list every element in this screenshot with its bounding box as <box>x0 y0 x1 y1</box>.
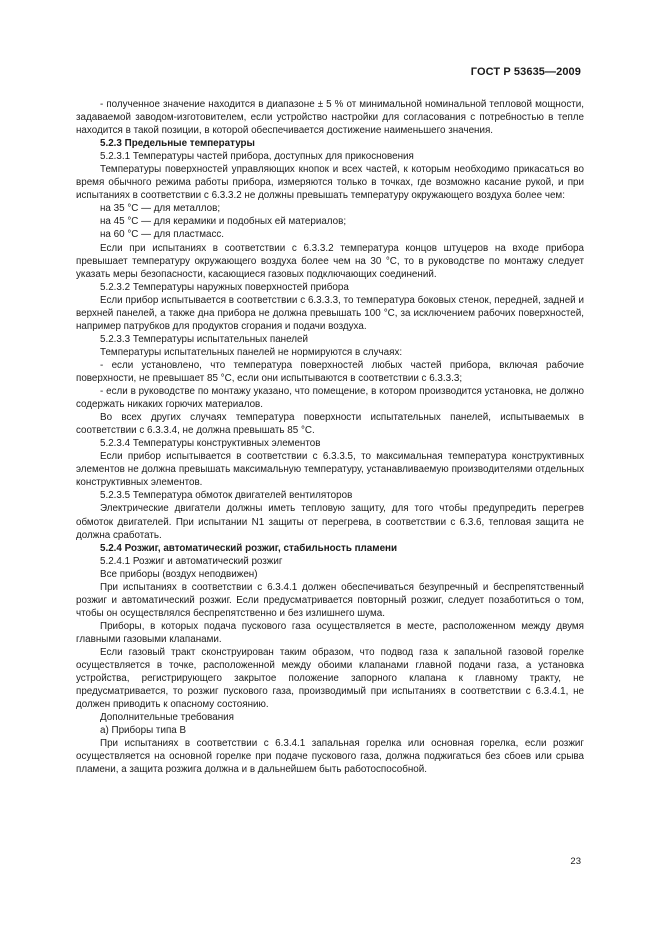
body-paragraph: на 35 °С — для металлов; <box>100 203 221 215</box>
body-paragraph: Если прибор испытывается в соответствии с 6.3.3.5, то максимальная температура конструктивных элементов не должна превышать максимальную температуру, устанавливаемую производителями отдельных конструктивных элементов. <box>76 451 584 489</box>
body-paragraph: - если установлено, что температура поверхностей любых частей прибора, включая рабочие поверхности, не превышает 85 °С, если они испытываются в соответствии с 6.3.3.3; <box>76 359 584 384</box>
body-paragraph: Дополнительные требования <box>100 712 234 724</box>
body-paragraph: Если при испытаниях в соответствии с 6.3.3.2 температура концов штуцеров на входе прибора превышает температуру окружающего воздуха более чем на 30 °С, то в руководстве по монтажу следует указать меры безопасности, касающиеся газовых подключающих соединений. <box>76 242 584 280</box>
body-paragraph: 5.2.3.3 Температуры испытательных панелей <box>100 333 308 345</box>
body-paragraph: - полученное значение находится в диапазоне ± 5 % от минимальной номинальной тепловой мощности, задаваемой заводом-изготовителем, если устройство настройки для согласования с потребностью в тепле находится в такой позиции, в которой обеспечивается достижение наименьшего значения. <box>76 99 584 137</box>
body-paragraph: - если в руководстве по монтажу указано, что помещение, в котором производится установка, не должно содержать никаких горючих материалов. <box>76 386 584 411</box>
body-paragraph: 5.2.3.4 Температуры конструктивных элементов <box>100 438 321 450</box>
body-paragraph: При испытаниях в соответствии с 6.3.4.1 должен обеспечиваться безупречный и беспрепятственный розжиг и автоматический розжиг. Если предусматривается повторный розжиг, следует позаботиться о том, чтобы он осуществлялся беспрепятственно и без излишнего шума. <box>76 581 584 619</box>
body-paragraph: Если газовый тракт сконструирован таким образом, что подвод газа к запальной газовой горелке осуществляется в точке, расположенной между обоими клапанами главной подачи газа, а установка устройства, регистрирующего закрытое положение запорного клапана к главному тракту, не предусматривается, то розжиг пускового газа, производимый при испытаниях в соответствии с 6.3.4.1, не должен приводить к опасному состоянию. <box>76 646 584 711</box>
body-paragraph: Если прибор испытывается в соответствии с 6.3.3.3, то температура боковых стенок, передней, задней и верхней панелей, а также дна прибора не должна превышать 100 °С, за исключением рабочих поверхностей, например патрубков для продуктов сгорания и подачи воздуха. <box>76 294 584 332</box>
body-paragraph: а) Приборы типа В <box>100 725 187 737</box>
body-paragraph: на 45 °С — для керамики и подобных ей материалов; <box>100 216 347 228</box>
page-header-standard-code: ГОСТ Р 53635—2009 <box>470 66 581 78</box>
body-paragraph: 5.2.4.1 Розжиг и автоматический розжиг <box>100 555 283 567</box>
body-paragraph: 5.2.3.2 Температуры наружных поверхностей прибора <box>100 281 349 293</box>
body-paragraph: Все приборы (воздух неподвижен) <box>100 568 258 580</box>
document-body <box>76 98 584 776</box>
section-heading: 5.2.3 Предельные температуры <box>100 138 255 150</box>
page-number: 23 <box>570 856 581 867</box>
body-paragraph: Температуры испытательных панелей не нормируются в случаях: <box>100 346 403 358</box>
body-paragraph: на 60 °С — для пластмасс. <box>100 229 225 241</box>
body-paragraph: Приборы, в которых подача пускового газа осуществляется в месте, расположенном между двумя главными газовыми клапанами. <box>76 620 584 645</box>
body-paragraph: При испытаниях в соответствии с 6.3.4.1 запальная горелка или основная горелка, если розжиг осуществляется на основной горелке при подаче пускового газа, должна поджигаться без сбоев или срыва пламени, а защита розжига должна и в дальнейшем быть работоспособной. <box>76 738 584 776</box>
body-paragraph: Электрические двигатели должны иметь тепловую защиту, для того чтобы предупредить перегрев обмоток двигателей. При испытании N1 защиты от перегрева, в соответствии с 6.3.6, тепловая защита не должна сработать. <box>76 503 584 541</box>
body-paragraph: Температуры поверхностей управляющих кнопок и всех частей, к которым необходимо прикасаться во время обычного режима работы прибора, измеряются только в точках, где возможно касание рукой, и при испытаниях в соответствии с 6.3.3.2 не должны превышать температуру окружающего воздуха более чем: <box>76 164 584 202</box>
body-paragraph: 5.2.3.1 Температуры частей прибора, доступных для прикосновения <box>100 151 414 163</box>
section-heading: 5.2.4 Розжиг, автоматический розжиг, стабильность пламени <box>100 542 398 554</box>
body-paragraph: 5.2.3.5 Температура обмоток двигателей вентиляторов <box>100 490 353 502</box>
body-paragraph: Во всех других случаях температура поверхности испытательных панелей, испытываемых в соответствии с 6.3.3.4, не должна превышать 85 °С. <box>76 412 584 437</box>
